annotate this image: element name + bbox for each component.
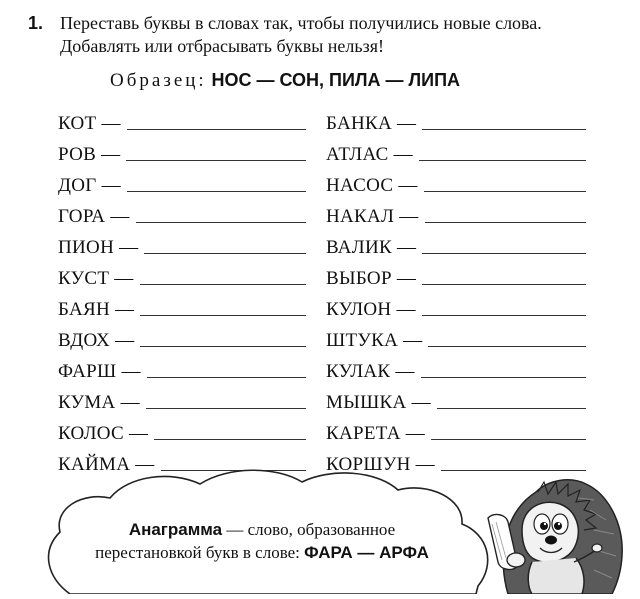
answer-line[interactable] bbox=[422, 253, 586, 254]
word-label: ВЫБОР — bbox=[326, 268, 417, 289]
word-label: БАНКА — bbox=[326, 113, 417, 134]
answer-line[interactable] bbox=[147, 377, 306, 378]
left-word-row bbox=[58, 197, 306, 228]
answer-line[interactable] bbox=[127, 191, 306, 192]
task-instructions bbox=[60, 12, 620, 58]
hedgehog-icon bbox=[478, 470, 628, 594]
left-word-row bbox=[58, 383, 306, 414]
word-label: ФАРШ — bbox=[58, 361, 141, 382]
left-word-row bbox=[58, 414, 306, 445]
left-word-row bbox=[58, 228, 306, 259]
right-word-row bbox=[326, 383, 586, 414]
right-word-row bbox=[326, 166, 586, 197]
left-word-row bbox=[58, 321, 306, 352]
answer-line[interactable] bbox=[140, 346, 306, 347]
left-word-row bbox=[58, 104, 306, 135]
left-word-row bbox=[58, 290, 306, 321]
example bbox=[110, 70, 460, 92]
answer-line[interactable] bbox=[425, 222, 586, 223]
left-word-row bbox=[58, 352, 306, 383]
right-word-row bbox=[326, 414, 586, 445]
word-label: КУЛОН — bbox=[326, 299, 416, 320]
example-label: Образец: bbox=[110, 70, 207, 91]
instruction-line-2: Добавлять или отбрасывать буквы нельзя! bbox=[60, 36, 384, 56]
word-label: КОТ — bbox=[58, 113, 121, 134]
word-label: КОЛОС — bbox=[58, 423, 149, 444]
task-number: 1. bbox=[28, 13, 44, 33]
answer-line[interactable] bbox=[140, 315, 306, 316]
word-label: ВДОХ — bbox=[58, 330, 135, 351]
answer-line[interactable] bbox=[437, 408, 586, 409]
definition-line-2 bbox=[62, 541, 462, 564]
word-label: КАЙМА — bbox=[58, 454, 155, 475]
answer-line[interactable] bbox=[421, 377, 586, 378]
answer-line[interactable] bbox=[126, 160, 306, 161]
definition-example: ФАРА — АРФА bbox=[304, 543, 429, 562]
right-word-row bbox=[326, 228, 586, 259]
right-word-row bbox=[326, 321, 586, 352]
word-label: КАРЕТА — bbox=[326, 423, 426, 444]
example-value: НОС — СОН, ПИЛА — ЛИПА bbox=[211, 70, 461, 90]
answer-line[interactable] bbox=[419, 160, 586, 161]
answer-line[interactable] bbox=[422, 315, 586, 316]
definition-text-1: — слово, образованное bbox=[222, 520, 396, 539]
word-label: БАЯН — bbox=[58, 299, 135, 320]
word-label: НАСОС — bbox=[326, 175, 418, 196]
left-word-row bbox=[58, 166, 306, 197]
word-label: ПИОН — bbox=[58, 237, 139, 258]
word-label: РОВ — bbox=[58, 144, 121, 165]
word-label: ВАЛИК — bbox=[326, 237, 417, 258]
instruction-line-1: Переставь буквы в словах так, чтобы получились новые слова. bbox=[60, 13, 542, 33]
word-label: КУМА — bbox=[58, 392, 140, 413]
answer-line[interactable] bbox=[431, 439, 586, 440]
word-label: КОРШУН — bbox=[326, 454, 435, 475]
answer-line[interactable] bbox=[144, 253, 306, 254]
right-word-row bbox=[326, 197, 586, 228]
right-word-row bbox=[326, 104, 586, 135]
word-label: ГОРА — bbox=[58, 206, 130, 227]
left-word-row bbox=[58, 259, 306, 290]
definition-term: Анаграмма bbox=[128, 520, 223, 539]
definition-line-1 bbox=[62, 518, 462, 541]
word-label: МЫШКА — bbox=[326, 392, 431, 413]
right-word-row bbox=[326, 352, 586, 383]
word-column-right bbox=[326, 104, 586, 476]
word-label: КУЛАК — bbox=[326, 361, 415, 382]
right-word-row bbox=[326, 259, 586, 290]
right-word-row bbox=[326, 135, 586, 166]
answer-line[interactable] bbox=[154, 439, 306, 440]
answer-line[interactable] bbox=[422, 129, 586, 130]
answer-line[interactable] bbox=[146, 408, 306, 409]
word-label: ШТУКА — bbox=[326, 330, 423, 351]
word-label: КУСТ — bbox=[58, 268, 134, 289]
answer-line[interactable] bbox=[127, 129, 306, 130]
answer-line[interactable] bbox=[140, 284, 306, 285]
anagram-definition bbox=[62, 518, 462, 564]
answer-line[interactable] bbox=[428, 346, 586, 347]
answer-line[interactable] bbox=[422, 284, 586, 285]
answer-line[interactable] bbox=[136, 222, 306, 223]
definition-text-2: перестановкой букв в слове: bbox=[95, 543, 305, 562]
right-word-row bbox=[326, 290, 586, 321]
word-label: АТЛАС — bbox=[326, 144, 413, 165]
answer-line[interactable] bbox=[424, 191, 586, 192]
word-label: ДОГ — bbox=[58, 175, 121, 196]
left-word-row bbox=[58, 135, 306, 166]
word-column-left bbox=[58, 104, 306, 476]
word-label: НАКАЛ — bbox=[326, 206, 419, 227]
